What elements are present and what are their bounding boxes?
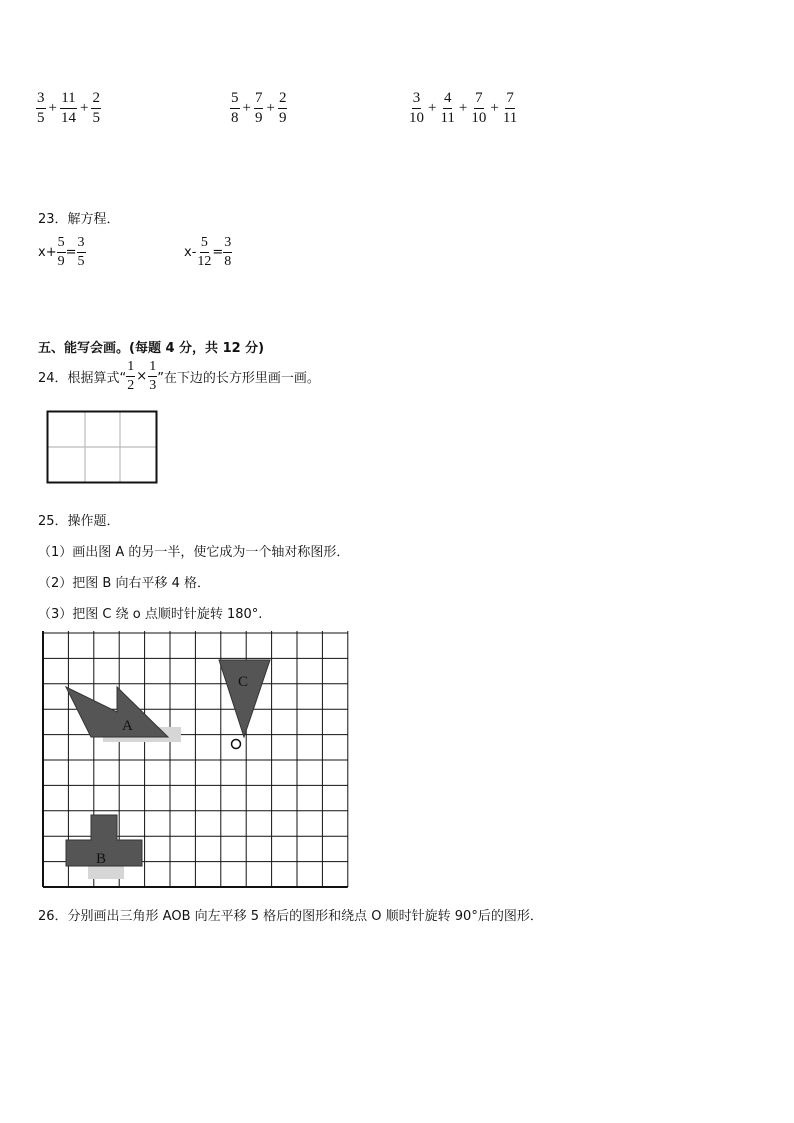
numerator: 7 — [254, 91, 264, 109]
denominator: 10 — [409, 109, 424, 126]
plus-sign: + — [266, 99, 275, 116]
question-24-suffix: ”在下边的长方形里画一画。 — [157, 371, 320, 386]
question-24-fraction-b: $\frac{1}{3}$ — [149, 359, 157, 393]
expression-2-fraction-0 — [230, 91, 240, 126]
numerator: 11 — [60, 91, 76, 109]
equation-1-equals: = — [65, 245, 77, 260]
expression-3 — [408, 88, 518, 128]
equation-2-equals: = — [212, 245, 224, 260]
question-24-prefix: 24．根据算式“ — [38, 371, 127, 386]
plus-sign: + — [490, 99, 499, 116]
denominator: 9 — [254, 109, 263, 126]
numerator: 7 — [505, 91, 515, 109]
denominator: 9 — [278, 109, 287, 126]
section-5-heading: 五、能写会画。(每题 4 分，共 12 分) — [38, 341, 265, 356]
denominator: 5 — [37, 109, 45, 126]
equation-1-fraction-b: $\frac{3}{5}$ — [77, 235, 85, 269]
expression-2 — [230, 88, 287, 128]
expression-3-fraction-6 — [502, 91, 518, 126]
question-25-item-2: （2）把图 B 向右平移 4 格． — [38, 576, 210, 591]
plus-sign: + — [242, 99, 251, 116]
denominator: 11 — [502, 109, 518, 126]
shape-a-label: A — [122, 718, 133, 734]
numerator: 5 — [230, 91, 240, 109]
expression-3-fraction-4 — [470, 91, 487, 126]
expression-2-fraction-2 — [254, 91, 264, 126]
equation-2-fraction-b: $\frac{3}{8}$ — [224, 235, 232, 269]
plus-sign: + — [458, 99, 468, 116]
denominator: 5 — [92, 109, 100, 126]
shape-c — [219, 660, 270, 737]
numerator: 4 — [443, 91, 453, 109]
equation-2-lhs: x- — [184, 245, 197, 260]
shape-c-label: C — [238, 674, 249, 690]
shape-a — [66, 687, 168, 737]
numerator: 2 — [91, 91, 101, 109]
plus-sign: + — [48, 99, 57, 116]
denominator: 10 — [471, 109, 487, 126]
question-25-title: 25．操作题． — [38, 514, 120, 529]
expression-1-fraction-2 — [60, 91, 77, 126]
question-23-title: 23．解方程． — [38, 212, 120, 227]
expression-1 — [36, 88, 101, 128]
question-24-fraction-a: $\frac{1}{2}$ — [127, 359, 135, 393]
question-25-item-3: （3）把图 C 绕 o 点顺时针旋转 180°. — [38, 607, 263, 622]
expression-3-fraction-0 — [408, 91, 425, 126]
expression-3-fraction-2 — [439, 91, 455, 126]
numerator: 7 — [474, 91, 484, 109]
shape-b-label: B — [96, 851, 107, 867]
equation-1-lhs: x+ — [38, 245, 57, 260]
numerator: 3 — [36, 91, 46, 109]
operation-grid[interactable] — [40, 630, 354, 896]
expression-2-fraction-4 — [278, 91, 288, 126]
expression-1-fraction-4 — [91, 91, 101, 126]
denominator: 8 — [231, 109, 239, 126]
denominator: 11 — [440, 109, 455, 126]
expression-1-fraction-0 — [36, 91, 46, 126]
question-24 — [38, 360, 320, 393]
drawing-rectangle[interactable] — [46, 410, 158, 484]
equation-2-fraction-a: $\frac{5}{12}$ — [197, 235, 212, 269]
equation-1 — [38, 236, 86, 269]
question-26: 26．分别画出三角形 AOB 向左平移 5 格后的图形和绕点 O 顺时针旋转 90°后的图形． — [38, 909, 543, 924]
equation-1-fraction-a: $\frac{5}{9}$ — [57, 235, 65, 269]
numerator: 2 — [278, 91, 288, 109]
point-o — [232, 740, 241, 749]
equation-2 — [184, 236, 232, 269]
denominator: 14 — [60, 109, 76, 126]
plus-sign: + — [428, 99, 437, 116]
numerator: 3 — [412, 91, 422, 109]
times-sign: × — [136, 369, 148, 384]
plus-sign: + — [79, 99, 89, 116]
shape-b-shadow — [88, 866, 124, 879]
question-25-item-1: （1）画出图 A 的另一半，使它成为一个轴对称图形． — [38, 545, 350, 560]
